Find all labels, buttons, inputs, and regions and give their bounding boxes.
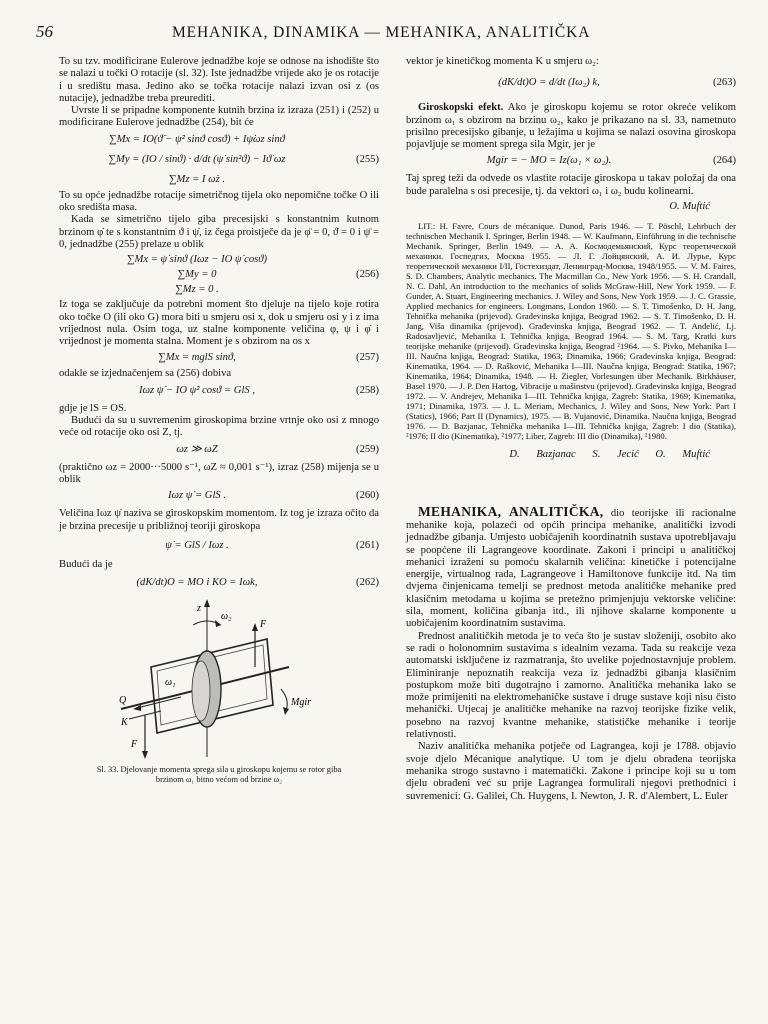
equation-number: (256) (356, 269, 379, 281)
equation-number: (259) (356, 443, 379, 455)
label-omega1: ω₁ (165, 677, 176, 689)
right-column (406, 56, 736, 803)
left-column (59, 56, 379, 784)
label-force-up: F (260, 619, 267, 631)
references: LIT.: H. Favre, Cours de mécanique. Dunod, Paris 1946. — T. Pöschl, Lehrbuch der technischen Mechanik I. Springer, Berlin 1948. — W. Kaufmann, Einführung in die technische Mechanik. Springer, Berlin 1949. — А. А. Космодемьянский, Курс теоретической механики. Госпедгиз, Москва 1955. — Л. Г. Лойцянский, А. И. Лурье, Курс теоретической механики I/II, Гостехиздат, Ленинград-Москва, 1948/1955. — V. M. Faires, S. D. Chambers, Analytic mechanics. The Macmillan Co., New York 1956. — S. H. Crandall, N. C. Dahl, An introduction to the mechanics of solids McGraw-Hill, New York 1959. — F. Gunder, A. Stuart, Engineering mechanics. J. Wiley and Sons, New York 1959. — J. C. Grassie, Applied mechanics for engineers. Longmans, London 1960. — S. T. Timošenko, D. H. Jang, Tehnička mehanika (prijevod). Građevinska knjiga, Beograd 1962. — S. T. Timošenko, D. H. Jang, Viša dinamika (prijevod). Građevinska knjiga, Beograd 1962. — T. Anđelić, Lj. Radosavljević, Mehanika I. Tehnička knjiga, Beograd 1964. — S. M. Targ, Kratki kurs teorijske mehanike (prijevod). Građevinska knjiga, Beograd ²1964. — S. Pivko, Mehanika I—III. Naučna knjiga, Beograd: Statika, 1963; Dinamika, 1966; Građevinska knjiga, Beograd: Kinematika, 1964. — D. Rašković, Mehanika I—III. Naučna knjiga, Beograd: Statika, 1967; Kinematika, 1964; Dinamika, 1948. — H. Ziegler, Vorlesungen über Mechanik. Birkhäuser, Basel 1970. — J. P. Den Hartog, Vibracije u mašinstvu (prijevod). Građevinska knjiga, Beograd 1972. — V. Andrejev, Mehanika I—III. Tehnička knjiga, Zagreb: Statika, 1969; Kinematika, 1971; Dinamika, 1973. — J. L. Meriam, Mechanics, J. Wiley and Sons, New York: Part I (Statics), 1966; Part II (Dynamics), 1975. — B. Vujanović, Dinamika. Naučna knjiga, Beograd 1976. — D. Bazjanac, Tehnička mehanika I—III. Tehnička knjiga, Zagreb: I dio (Statika), ²1976; II dio (Kinematika), ²1977; Liber, Zagreb: III dio (Dinamika), ²1980. (406, 221, 736, 442)
paragraph: Iz toga se zaključuje da potrebni moment što djeluje na tijelo koje rotira oko točke O (ili oko G) mora biti u smjeru osi x, dok u smjeru osi y i z ima vrijednost nula. Osim toga, uz stalne komponente veličina φ, ψ i φ̇ i vrijednost je momenta stalna. Moment je s obzirom na os x (59, 299, 379, 348)
paragraph: (praktično ωz = 2000···5000 s⁻¹, ωZ ≈ 0,001 s⁻¹), izraz (258) mijenja se u oblik (59, 461, 379, 485)
author-signature: O. Muftić (669, 201, 710, 213)
equation: (dK/dt)O = d/dt (Iω₂) k, (263) (498, 77, 736, 89)
rotor-face (192, 661, 210, 721)
z-axis-arrowhead (204, 599, 210, 607)
gyroscope-figure (59, 597, 379, 765)
figure-caption: Sl. 33. Djelovanje momenta sprega sila u giroskopu kojemu se rotor giba brzinom ω₁ bitno većom od brzine ω₂ (96, 765, 342, 784)
equation: ∑Mx = IO(ϑ̈ − ψ̇² sinϑ cosϑ) + Iψ̇ωz sinϑ (109, 133, 285, 145)
paragraph: To su tzv. modificirane Eulerove jednadžbe koje se odnose na ishodište što se nalazi u točki O rotacije (sl. 32). Iste jednadžbe vrijede ako je os rotacije i u središtu masa. Jedino ako se točka rotacije nalazi izvan osi z (os nutacije), jednadžbe treba preurediti. (59, 56, 379, 104)
equation: ωz ≫ ωZ (259) (176, 443, 379, 455)
paragraph: Budući da je (59, 558, 113, 570)
equation: (dK/dt)O = MO i KO = Iωk, (262) (136, 577, 379, 589)
equation: Mgir = − MO = Iz(ω₁ × ω₂). (264) (486, 155, 736, 167)
author-signatures: D. Bazjanac S. Jecić O. Muftić (509, 449, 710, 461)
paragraph: Naziv analitička mehanika potječe od Lagrangea, koji je 1788. objavio svoje djelo Mécanique analytique. U tom je djelu obrađena teorijska mehanika strogo sustavno i matematički. Zakone i principe koji su u tom djelu obrađeni već su prije Lagrangea formulirali njegovi prethodnici i suvremenici: G. Galilei, Ch. Huygens, I. Newton, J. R. d'Alembert, L. Euler (406, 741, 736, 802)
paragraph: odakle se izjednačenjem sa (256) dobiva (59, 368, 232, 380)
article-title: MEHANIKA, ANALITIČKA, (418, 503, 604, 519)
equation-number: (263) (713, 77, 736, 89)
paragraph: Uvrste li se pripadne komponente kutnih brzina iz izraza (251) i (252) u modificirane Eulerove jednadžbe (254), bit će (59, 105, 379, 129)
paragraph: Veličina Iωz ψ̇ naziva se giroskopskim momentom. Iz tog je izraza očito da je brzina precesije u približnoj teoriji giroskopa (59, 508, 379, 532)
label-z: z (197, 603, 201, 615)
label-omega2: ω₂ (221, 611, 232, 623)
equation: ∑Mz = 0 . (175, 284, 219, 296)
label-mgir: Mgir (291, 697, 311, 709)
equation: Iωz ψ̇ = GlS . (260) (168, 490, 379, 502)
equation: ∑Mx = ψ̇ sinϑ (Iωz − IO ψ̇ cosϑ) (127, 254, 267, 266)
equation-number: (260) (356, 490, 379, 502)
force-up-arrowhead (252, 623, 258, 631)
paragraph: gdje je lS = OS. (59, 402, 127, 414)
equation: ∑Mz = I ω̇z . (168, 173, 226, 185)
paragraph: vektor je kinetičkog momenta K u smjeru ω₂: (406, 56, 599, 67)
equation: Iωz ψ̇ − IO ψ̇² cosϑ = GlS , (258) (139, 384, 379, 396)
paragraph-lead: Giroskopski efekt. (418, 102, 504, 114)
equation-number: (257) (356, 352, 379, 364)
gyroscope-diagram (59, 597, 379, 765)
page-header (36, 22, 736, 44)
force-down-arrowhead (142, 751, 148, 759)
paragraph: To su opće jednadžbe rotacije simetričnog tijela oko nepomične točke O ili oko središta masa. (59, 189, 379, 214)
mgir-arrowhead (283, 707, 289, 715)
paragraph: Taj spreg teži da odvede os vlastite rotacije giroskopa u takav položaj da ona bude paralelna s osi precesije, tj. da vektori ω₁ i ω₂ budu kolinearni. (406, 173, 736, 197)
equation-number: (264) (713, 155, 736, 167)
article-intro: MEHANIKA, ANALITIČKA, dio teorijske ili racionalne mehanike koja, polazeći od općih principa mehanike, analitički izvodi jednadžbe gibanja. Umjesto uobičajenih koordinatnih sustava upotrebljavaju se poopćene ili Lagrangeove koordinate. Zakoni i principi u analitičkoj mehanici izraženi su pomoću skalarnih veličina: kinetičke i potencijalne energije, virtualnog rada, Lagrangeove i Hamiltonove funkcije itd. Na tim dvjema činjenicama temelji se prednost metoda analitičke mehanike pred klasičnim metodama u kojima se pretežno primjenjuju vektorske veličine: sila, moment, količina gibanja itd., ili njihove skalarne komponente u uobičajenim koordinatnim sustavima. (406, 503, 736, 630)
label-force-down: F (131, 739, 138, 751)
equation: ∑Mx = mglS sinϑ, (257) (158, 352, 379, 364)
paragraph: Giroskopski efekt. Ako je giroskopu kojemu se rotor okreće velikom brzinom ω₁ s obzirom na brzinu ω₂, kako je prikazano na sl. 33, nametnuto prisilno precesijsko gibanje, u ležajima u kojima se nalazi osovina giroskopa pojavljuje se moment sprega sila Mgir, jer je (406, 102, 736, 151)
paragraph: Budući da su u suvremenim giroskopima brzine vrtnje oko osi z mnogo veće od rotacije oko osi Z, tj. (59, 415, 379, 439)
equation: ψ̇ = GlS / Iωz . (261) (165, 539, 379, 551)
label-q: Q (119, 695, 127, 707)
equation: ∑My = 0 (256) (177, 269, 379, 281)
page-number: 56 (36, 22, 53, 41)
equation: ∑My = (IO / sinϑ) · d/dt (ψ̇ sin²ϑ) − Iϑ̇ ωz (255) (108, 153, 379, 165)
paragraph: Prednost analitičkih metoda je to veća što je sustav složeniji, osobito ako se radi o holonomnim sustavima s idealnim vezama. Tada su reakcije veza automatski isključene iz razmatranja, što uvelike pojednostavnjuje problem. Eliminiranje nepoznatih reakcija veza iz jednadžbi gibanja klasičnim postupkom može biti dugotrajno i zamorno. Analitička mehanika lako se može primijeniti na elektromehaničke sustave i druge sustave koji nisu čisto mehanički. Utjecaj je analitičke mehanike na razvoj teorijske fizike velik, posebno na razvoj kvantne mehanike, statističke mehanike i teorije relativnosti. (406, 630, 736, 741)
equation-number: (261) (356, 539, 379, 551)
equation-number: (255) (356, 153, 379, 165)
running-head: MEHANIKA, DINAMIKA — MEHANIKA, ANALITIČKA (172, 24, 591, 41)
paragraph: Kada se simetrično tijelo giba precesijski s konstantnim kutnom brzinom φ̇ te s konstantnim ϑ i ψ̇, iz čega proistječe da je φ̈ = 0, ϑ̇ = 0 i ψ̈ = 0, jednadžbe (255) prelaze u oblik (59, 214, 379, 250)
label-k: K (121, 717, 128, 729)
equation-number: (258) (356, 384, 379, 396)
equation-number: (262) (356, 577, 379, 589)
